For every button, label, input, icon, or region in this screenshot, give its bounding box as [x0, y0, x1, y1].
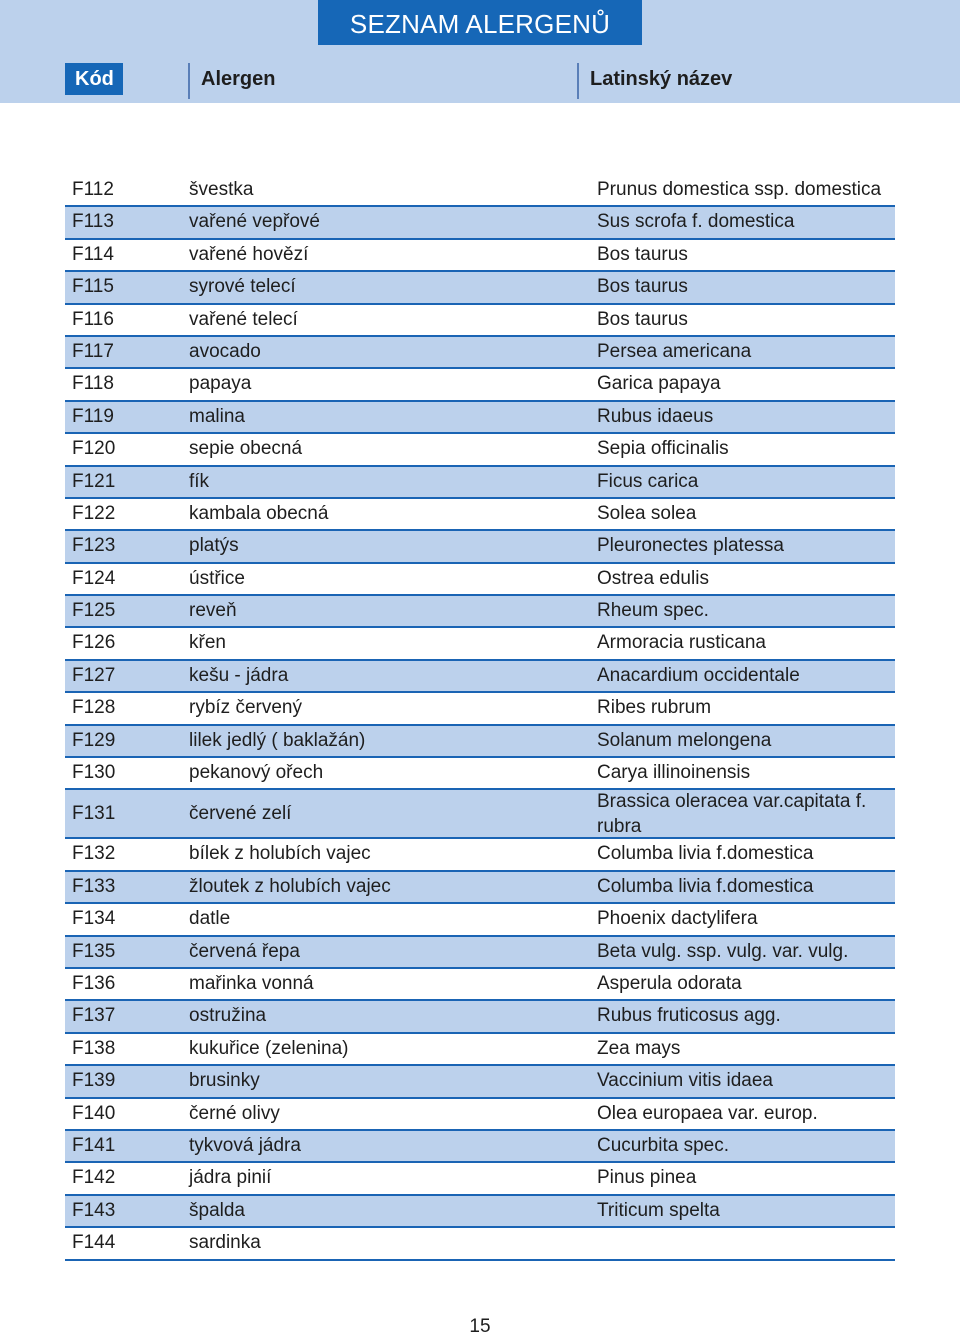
- latin-name-cell: Anacardium occidentale: [597, 664, 800, 686]
- allergen-cell: červená řepa: [189, 940, 300, 962]
- code-cell: F114: [72, 243, 114, 265]
- allergen-cell: vařené hovězí: [189, 243, 309, 265]
- code-cell: F133: [72, 875, 116, 897]
- allergen-cell: pekanový ořech: [189, 762, 324, 784]
- page-title: SEZNAM ALERGENŮ: [318, 0, 642, 45]
- allergen-table: [65, 175, 895, 1261]
- table-row: [65, 661, 895, 693]
- latin-name-cell: Rubus idaeus: [597, 405, 714, 427]
- latin-name-cell: Ostrea edulis: [597, 567, 709, 589]
- allergen-cell: kešu - jádra: [189, 664, 289, 686]
- table-row: [65, 1131, 895, 1163]
- table-row: [65, 1001, 895, 1033]
- table-row: [65, 1066, 895, 1098]
- allergen-cell: červené zelí: [189, 803, 292, 825]
- code-cell: F139: [72, 1070, 116, 1092]
- latin-name-cell: Armoracia rusticana: [597, 632, 766, 654]
- code-cell: F123: [72, 535, 116, 557]
- table-row: [65, 175, 895, 207]
- code-cell: F112: [72, 179, 114, 200]
- page-number: 15: [469, 1316, 491, 1337]
- latin-name-cell: Ribes rubrum: [597, 697, 712, 719]
- latin-name-cell: Pleuronectes platessa: [597, 535, 784, 557]
- code-cell: F119: [72, 405, 114, 427]
- code-cell: F137: [72, 1005, 116, 1027]
- latin-name-cell: Bos taurus: [597, 243, 688, 265]
- latin-name-cell: Solea solea: [597, 502, 697, 524]
- allergen-cell: špalda: [189, 1199, 245, 1221]
- code-cell: F124: [72, 567, 116, 589]
- code-cell: F129: [72, 729, 116, 751]
- code-cell: F134: [72, 908, 116, 930]
- code-cell: F140: [72, 1102, 116, 1124]
- latin-name-cell: Brassica oleracea var.capitata f. rubra: [597, 791, 867, 838]
- allergen-cell: lilek jedlý ( baklažán): [189, 729, 366, 751]
- allergen-cell: fík: [189, 470, 210, 492]
- latin-name-cell: Garica papaya: [597, 373, 721, 395]
- code-cell: F143: [72, 1199, 116, 1221]
- table-row: [65, 1034, 895, 1066]
- table-row: [65, 839, 895, 871]
- code-cell: F120: [72, 438, 116, 460]
- latin-name-cell: Vaccinium vitis idaea: [597, 1070, 774, 1092]
- allergen-cell: žloutek z holubích vajec: [189, 875, 391, 897]
- table-row: [65, 969, 895, 1001]
- table-row: [65, 467, 895, 499]
- allergen-cell: černé olivy: [189, 1102, 280, 1124]
- code-cell: F135: [72, 940, 116, 962]
- allergen-cell: reveň: [189, 600, 237, 622]
- latin-name-cell: Pinus pinea: [597, 1167, 697, 1189]
- latin-name-cell: Ficus carica: [597, 470, 699, 492]
- allergen-cell: ústřice: [189, 567, 245, 589]
- allergen-cell: bílek z holubích vajec: [189, 843, 371, 865]
- table-row: [65, 207, 895, 239]
- allergen-cell: vařené vepřové: [189, 211, 320, 233]
- latin-name-cell: Asperula odorata: [597, 972, 742, 994]
- table-row: [65, 564, 895, 596]
- allergen-cell: avocado: [189, 340, 261, 362]
- allergen-cell: syrové telecí: [189, 276, 296, 298]
- allergen-cell: švestka: [189, 179, 254, 200]
- table-row: [65, 872, 895, 904]
- code-cell: F118: [72, 373, 114, 395]
- code-cell: F130: [72, 762, 116, 784]
- code-cell: F125: [72, 600, 116, 622]
- table-row: [65, 240, 895, 272]
- code-cell: F128: [72, 697, 116, 719]
- latin-name-cell: Phoenix dactylifera: [597, 908, 758, 930]
- allergen-cell: kukuřice (zelenina): [189, 1037, 349, 1059]
- latin-name-cell: Rheum spec.: [597, 600, 709, 622]
- latin-name-cell: Prunus domestica ssp. domestica: [597, 179, 882, 200]
- allergen-cell: sepie obecná: [189, 438, 303, 460]
- latin-name-cell: Bos taurus: [597, 276, 688, 298]
- latin-name-cell: Triticum spelta: [597, 1199, 720, 1221]
- latin-name-cell: Zea mays: [597, 1037, 681, 1059]
- table-row: [65, 499, 895, 531]
- table-row: [65, 758, 895, 790]
- latin-name-cell: Solanum melongena: [597, 729, 772, 751]
- latin-name-cell: Rubus fruticosus agg.: [597, 1005, 781, 1027]
- table-row: [65, 628, 895, 660]
- code-cell: F131: [72, 803, 116, 825]
- table-row: [65, 790, 895, 839]
- latin-name-cell: Sepia officinalis: [597, 438, 729, 460]
- table-row: [65, 693, 895, 725]
- allergen-cell: sardinka: [189, 1232, 261, 1254]
- latin-name-cell: Sus scrofa f. domestica: [597, 211, 795, 233]
- table-row: [65, 1163, 895, 1195]
- column-header-latin: Latinský název: [577, 63, 732, 99]
- latin-name-cell: Cucurbita spec.: [597, 1134, 730, 1156]
- code-cell: F126: [72, 632, 116, 654]
- latin-name-cell: Columba livia f.domestica: [597, 843, 814, 865]
- allergen-cell: brusinky: [189, 1070, 260, 1092]
- allergen-cell: jádra pinií: [189, 1167, 272, 1189]
- table-row: [65, 337, 895, 369]
- table-row: [65, 937, 895, 969]
- table-row: [65, 596, 895, 628]
- allergen-cell: malina: [189, 405, 245, 427]
- table-row: [65, 402, 895, 434]
- code-cell: F138: [72, 1037, 116, 1059]
- code-cell: F127: [72, 664, 116, 686]
- latin-name-cell: Carya illinoinensis: [597, 762, 751, 784]
- code-cell: F115: [72, 276, 114, 298]
- code-cell: F113: [72, 211, 114, 233]
- code-cell: F141: [72, 1134, 116, 1156]
- code-cell: F117: [72, 340, 114, 362]
- code-cell: F132: [72, 843, 116, 865]
- allergen-cell: papaya: [189, 373, 252, 395]
- code-cell: F136: [72, 972, 116, 994]
- column-header-code: Kód: [65, 63, 123, 95]
- table-row: [65, 1196, 895, 1228]
- allergen-cell: tykvová jádra: [189, 1134, 301, 1156]
- table-row: [65, 1099, 895, 1131]
- latin-name-cell: Persea americana: [597, 340, 752, 362]
- latin-name-cell: Bos taurus: [597, 308, 688, 330]
- allergen-cell: rybíz červený: [189, 697, 302, 719]
- allergen-cell: mařinka vonná: [189, 972, 314, 994]
- allergen-cell: ostružina: [189, 1005, 267, 1027]
- allergen-cell: kambala obecná: [189, 502, 329, 524]
- column-header-allergen: Alergen: [188, 63, 275, 99]
- allergen-cell: platýs: [189, 535, 239, 557]
- table-row: [65, 434, 895, 466]
- table-row: [65, 305, 895, 337]
- latin-name-cell: Columba livia f.domestica: [597, 875, 814, 897]
- code-cell: F121: [72, 470, 116, 492]
- code-cell: F116: [72, 308, 114, 330]
- table-row: [65, 726, 895, 758]
- allergen-cell: vařené telecí: [189, 308, 298, 330]
- table-row: [65, 531, 895, 563]
- table-row: [65, 904, 895, 936]
- latin-name-cell: Beta vulg. ssp. vulg. var. vulg.: [597, 940, 849, 962]
- table-row: [65, 272, 895, 304]
- table-row: [65, 1228, 895, 1260]
- code-cell: F144: [72, 1232, 116, 1254]
- code-cell: F122: [72, 502, 116, 524]
- allergen-cell: datle: [189, 908, 231, 930]
- code-cell: F142: [72, 1167, 116, 1189]
- latin-name-cell: Olea europaea var. europ.: [597, 1102, 818, 1124]
- table-row: [65, 369, 895, 401]
- allergen-cell: křen: [189, 632, 226, 654]
